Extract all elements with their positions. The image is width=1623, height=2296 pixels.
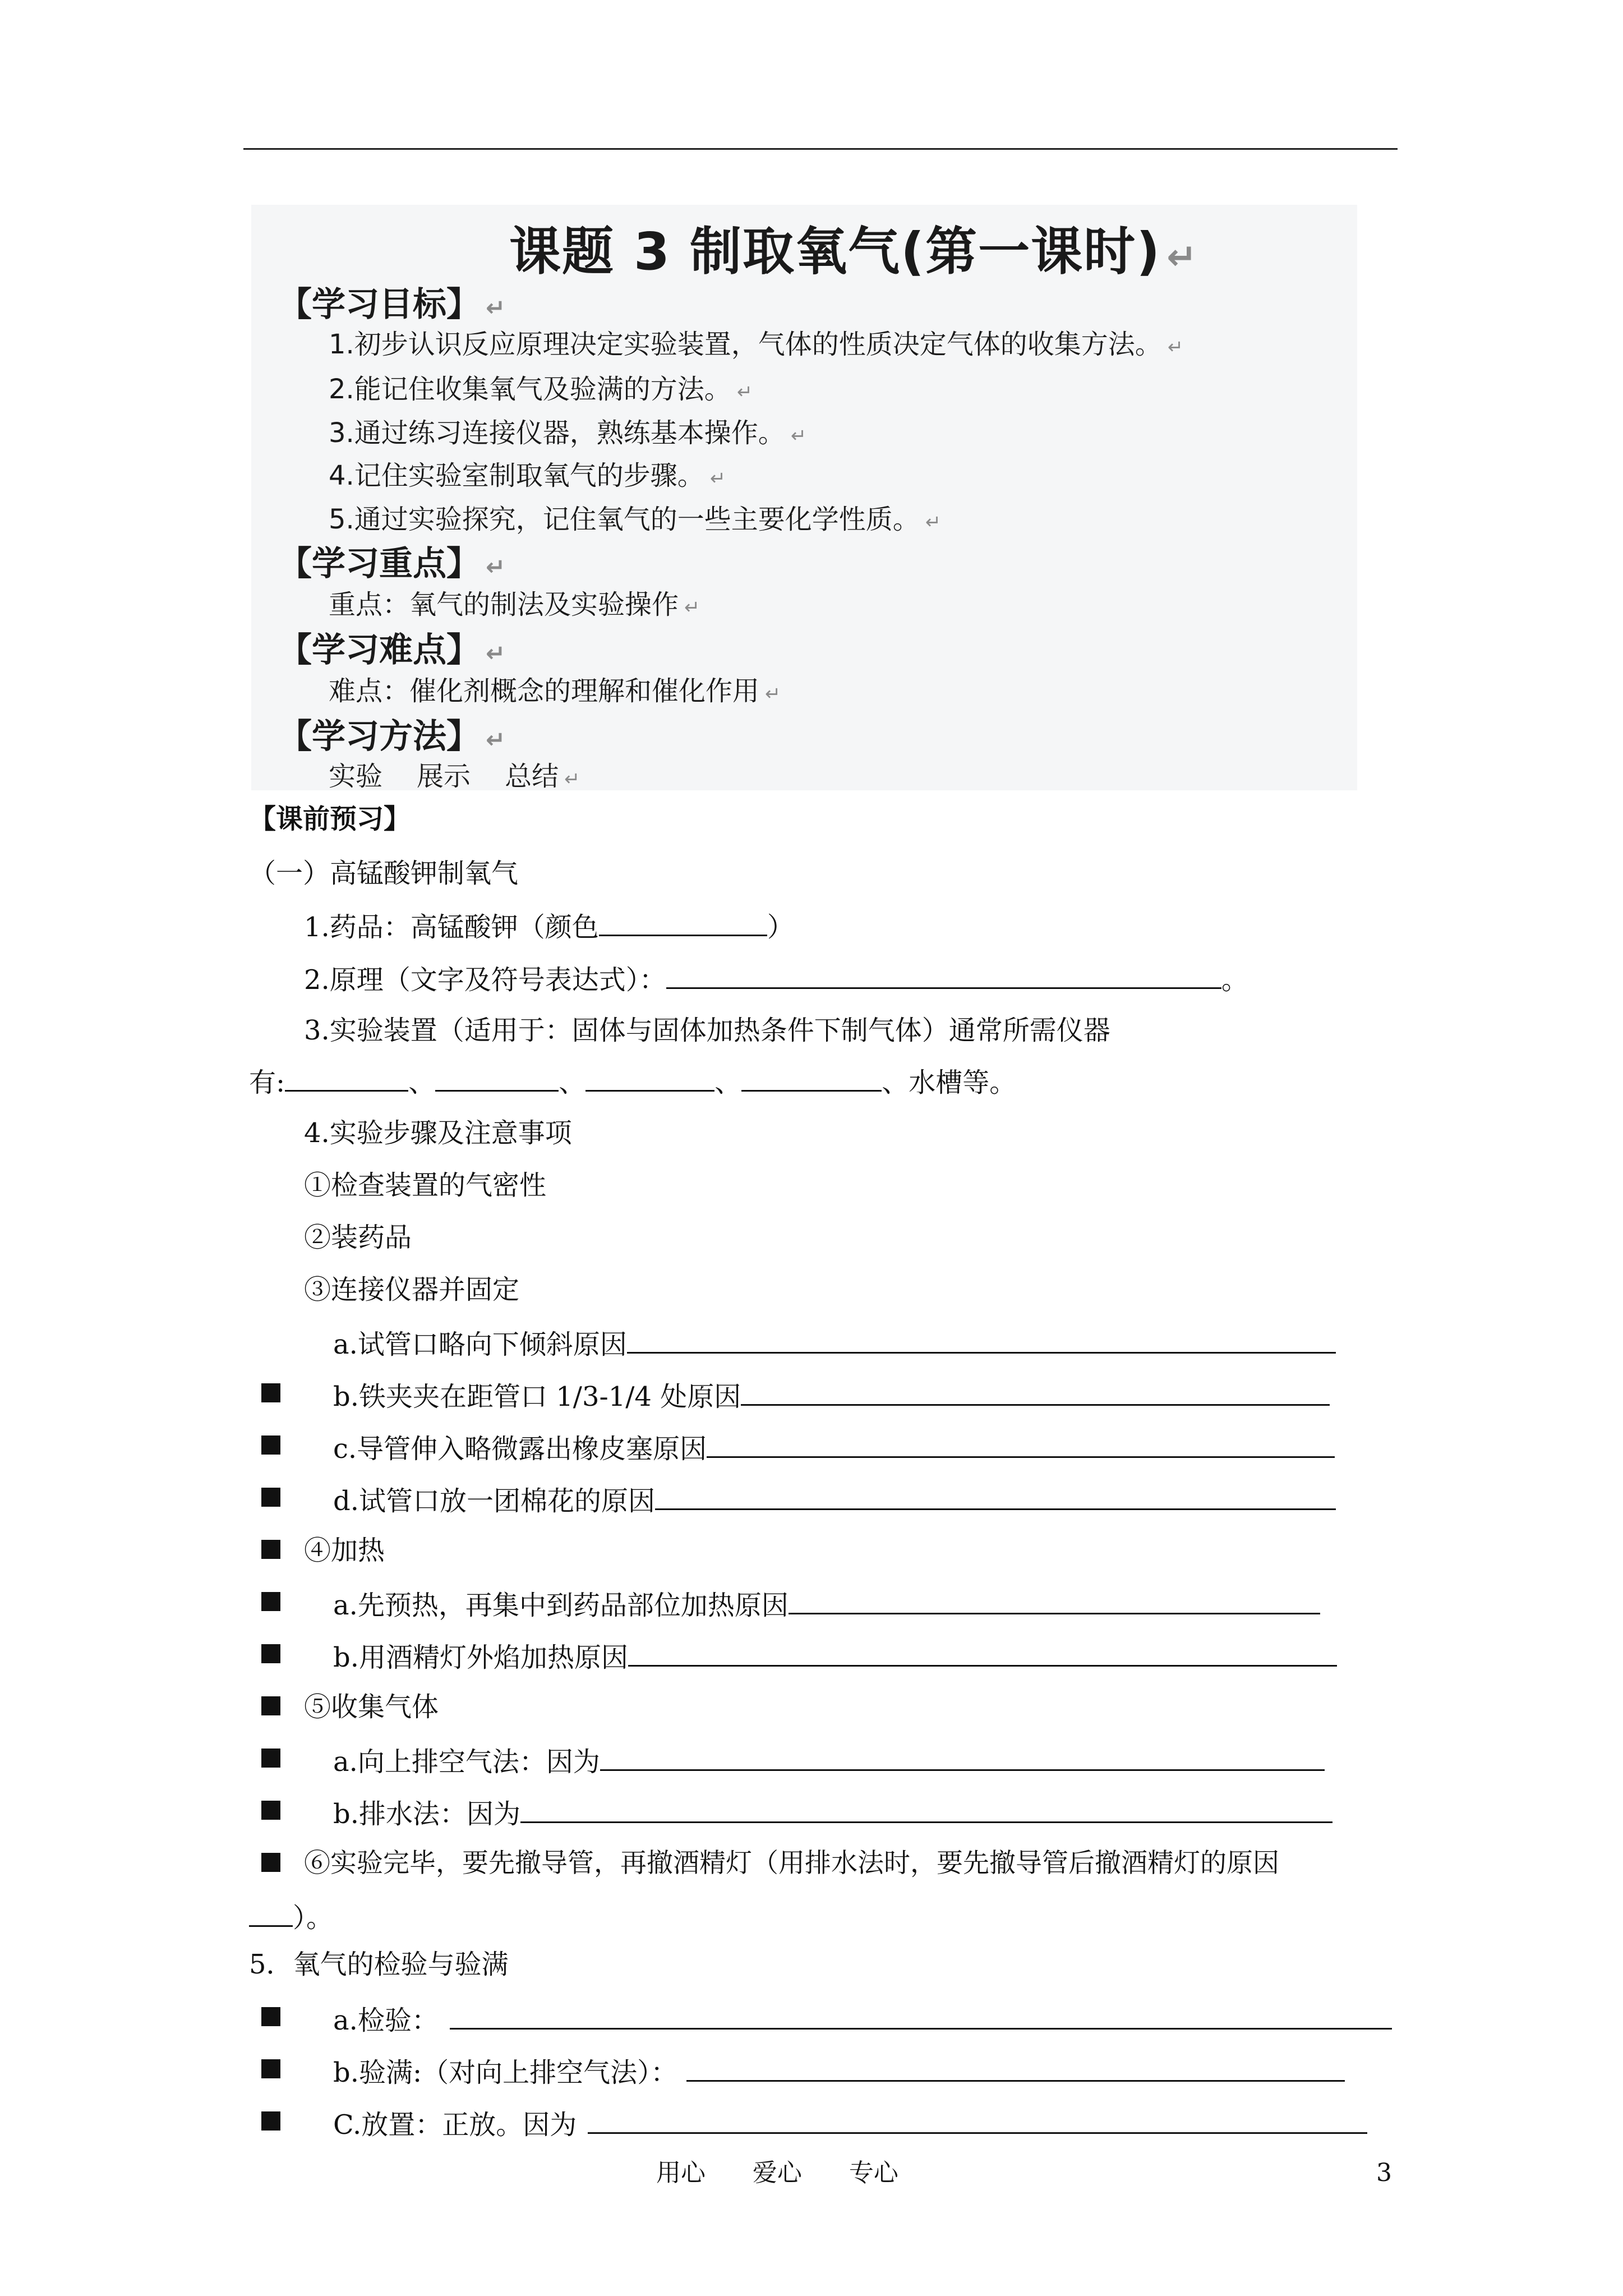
page-number: 3 <box>1376 2159 1392 2187</box>
item-3-line1: 3.实验装置（适用于：固体与固体加热条件下制气体）通常所需仪器 <box>304 1015 1110 1046</box>
step-4b: b.用酒精灯外焰加热原因 <box>333 1638 1337 1674</box>
blank-field[interactable] <box>628 1638 1337 1667</box>
blank-field[interactable] <box>588 2105 1367 2134</box>
step-2: ②装药品 <box>304 1222 412 1253</box>
focus-text: 重点：氧气的制法及实验操作 ↵ <box>329 589 700 620</box>
bullet-square-icon <box>261 1801 280 1820</box>
blank-field[interactable] <box>520 1795 1332 1823</box>
bullet-square-icon <box>261 1383 280 1402</box>
bullet-square-icon <box>261 1540 280 1559</box>
blank-field[interactable] <box>450 2001 1392 2030</box>
blank-field[interactable] <box>599 908 767 936</box>
blank-field[interactable] <box>627 1325 1336 1354</box>
step-5a: a.向上排空气法：因为 <box>333 1742 1325 1779</box>
goal-item: 2.能记住收集氧气及验满的方法。 ↵ <box>329 374 753 405</box>
bullet-square-icon <box>261 1592 280 1611</box>
blank-field[interactable] <box>585 1063 714 1092</box>
blank-field[interactable] <box>285 1063 408 1092</box>
method-heading: 【学习方法】 ↵ <box>278 717 506 756</box>
item-5: 5．氧气的检验与验满 <box>249 1949 509 1980</box>
step-5: ⑤收集气体 <box>304 1691 439 1723</box>
step-6-end: ）。 <box>249 1898 333 1935</box>
bullet-square-icon <box>261 1749 280 1768</box>
blank-field[interactable] <box>435 1063 559 1092</box>
bullet-square-icon <box>261 1435 280 1455</box>
goal-item: 3.通过练习连接仪器，熟练基本操作。 ↵ <box>329 417 806 449</box>
item-5c: C.放置：正放。因为 <box>333 2105 1367 2142</box>
bullet-square-icon <box>261 1488 280 1507</box>
step-1: ①检查装置的气密性 <box>304 1170 547 1201</box>
bullet-square-icon <box>261 1696 280 1715</box>
blank-field[interactable] <box>655 1481 1336 1510</box>
goal-item: 1.初步认识反应原理决定实验装置，气体的性质决定气体的收集方法。 ↵ <box>329 329 1183 360</box>
bullet-square-icon <box>261 1853 280 1872</box>
blank-field[interactable] <box>600 1742 1325 1771</box>
item-2: 2.原理（文字及符号表达式）： 。 <box>304 960 1248 997</box>
goals-heading: 【学习目标】 ↵ <box>278 285 506 324</box>
lesson-title: 课题 3 制取氧气(第一课时) ↵ <box>509 222 1198 282</box>
item-5a: a.检验： <box>333 2001 1392 2037</box>
step-3: ③连接仪器并固定 <box>304 1274 520 1305</box>
step-3c: c.导管伸入略微露出橡皮塞原因 <box>333 1429 1335 1466</box>
step-6: ⑥实验完毕，要先撤导管，再撤酒精灯（用排水法时，要先撤导管后撤酒精灯的原因 <box>304 1848 1279 1879</box>
header-rule <box>243 148 1398 150</box>
item-3-line2: 有: 、 、 、 、水槽等。 <box>249 1063 1016 1099</box>
item-4: 4.实验步骤及注意事项 <box>304 1117 572 1149</box>
step-4: ④加热 <box>304 1535 385 1566</box>
difficulty-heading: 【学习难点】 ↵ <box>278 631 506 670</box>
blank-field[interactable] <box>666 960 1221 989</box>
blank-field[interactable] <box>686 2053 1345 2082</box>
step-3a: a.试管口略向下倾斜原因 <box>333 1325 1336 1361</box>
section-title: （一）高锰酸钾制氧气 <box>249 858 519 889</box>
blank-field[interactable] <box>249 1898 293 1927</box>
preview-heading: 【课前预习】 <box>249 803 411 835</box>
lesson-header-image <box>251 205 1357 790</box>
goal-item: 5.通过实验探究，记住氧气的一些主要化学性质。 ↵ <box>329 504 941 535</box>
step-3d: d.试管口放一团棉花的原因 <box>333 1481 1336 1518</box>
bullet-square-icon <box>261 2111 280 2131</box>
bullet-square-icon <box>261 1644 280 1663</box>
goal-item: 4.记住实验室制取氧气的步骤。 ↵ <box>329 460 726 491</box>
footer-motto: 用心 爱心 专心 <box>656 2159 898 2187</box>
step-3b: b.铁夹夹在距管口 1/3-1/4 处原因 <box>333 1377 1330 1414</box>
blank-field[interactable] <box>741 1063 882 1092</box>
step-5b: b.排水法：因为 <box>333 1795 1332 1831</box>
blank-field[interactable] <box>707 1429 1335 1458</box>
difficulty-text: 难点：催化剂概念的理解和催化作用 ↵ <box>329 675 781 707</box>
method-text: 实验 展示 总结 ↵ <box>329 761 580 792</box>
item-1: 1.药品：高锰酸钾（颜色 ） <box>304 908 794 944</box>
focus-heading: 【学习重点】 ↵ <box>278 544 506 583</box>
step-4a: a.先预热，再集中到药品部位加热原因 <box>333 1586 1320 1622</box>
blank-field[interactable] <box>741 1377 1330 1406</box>
item-5b: b.验满:（对向上排空气法）： <box>333 2053 1345 2090</box>
bullet-square-icon <box>261 2059 280 2078</box>
blank-field[interactable] <box>789 1586 1320 1614</box>
bullet-square-icon <box>261 2007 280 2026</box>
